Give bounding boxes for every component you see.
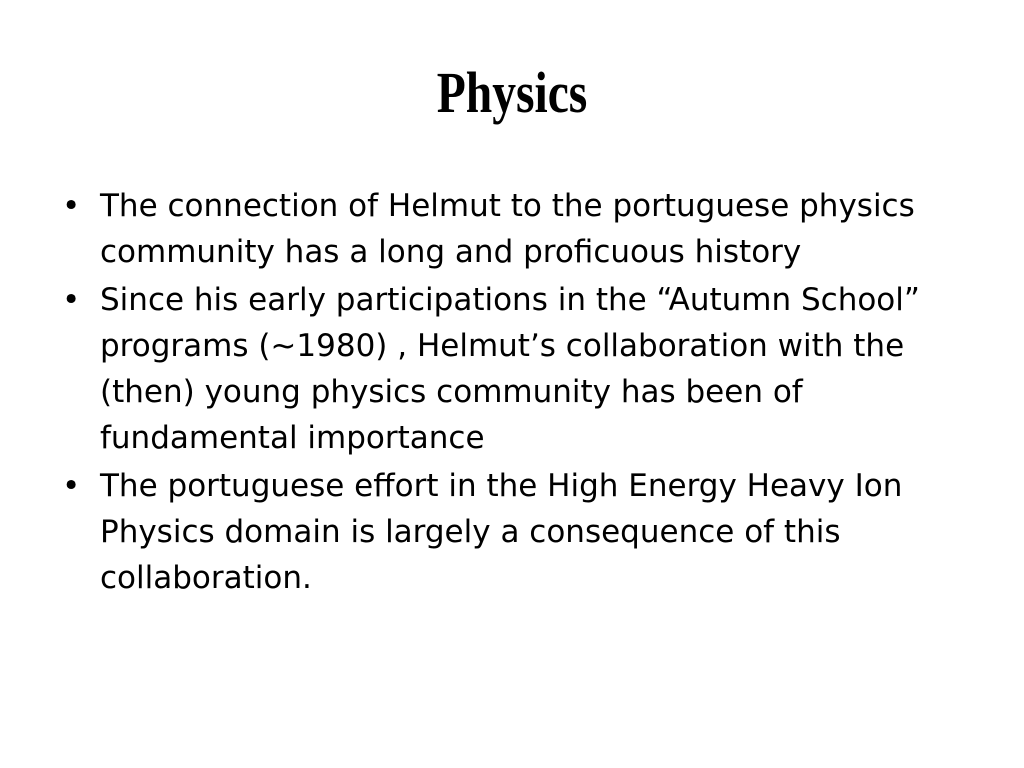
bullet-point-icon: •	[62, 468, 81, 504]
bullet-list	[58, 183, 958, 603]
bullet-item	[58, 463, 958, 601]
bullet-text: The connection of Helmut to the portuguese physics community has a long and proficuous history	[100, 188, 915, 270]
bullet-point-icon: •	[62, 188, 81, 224]
bullet-item	[58, 183, 958, 275]
bullet-point-icon: •	[62, 282, 81, 318]
slide-title: Physics	[436, 60, 588, 125]
bullet-text: Since his early participations in the “Autumn School” programs (~1980) , Helmut’s collaboration with the (then) young physics community has been of fundamental importance	[100, 282, 920, 456]
bullet-item	[58, 277, 958, 461]
bullet-text: The portuguese effort in the High Energy Heavy Ion Physics domain is largely a consequence of this collaboration.	[100, 468, 903, 596]
